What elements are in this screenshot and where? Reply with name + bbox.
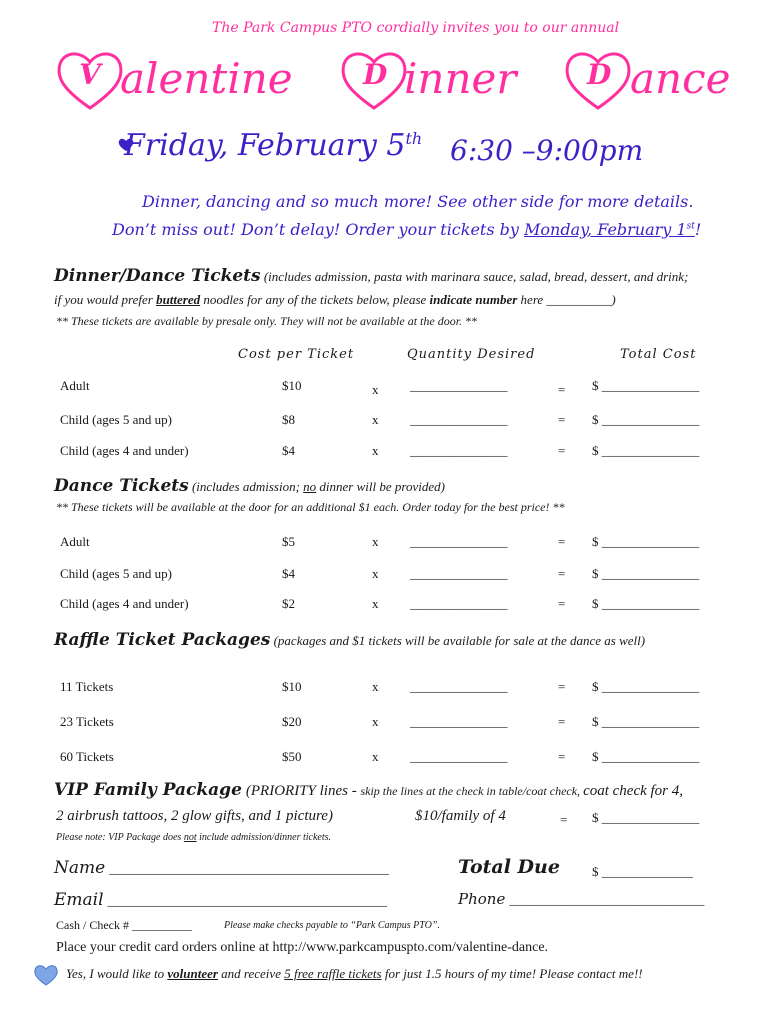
total-field[interactable]: $ _______________ [592, 714, 700, 729]
total-field[interactable]: $ _______________ [592, 749, 700, 764]
row-eq: = [558, 679, 566, 694]
event-title [40, 42, 760, 122]
row-cost: $2 [282, 596, 295, 611]
dinner-desc2-a: if you would prefer [54, 292, 157, 307]
row-label: Child (ages 4 and under) [60, 596, 189, 611]
name-label: Name [54, 858, 106, 878]
vol-raffle: 5 free raffle tickets [284, 966, 382, 981]
total-field[interactable]: $ _______________ [592, 412, 700, 427]
row-eq: = [558, 714, 566, 729]
row-label: Adult [60, 534, 90, 549]
qty-field[interactable]: _______________ [410, 378, 508, 393]
dance-desc [192, 479, 445, 494]
table-row [0, 534, 770, 552]
qty-field[interactable]: _______________ [410, 412, 508, 427]
invite-line: The Park Campus PTO cordially invites you to our annual [212, 20, 620, 36]
vip-price: $10/family of 4 [415, 808, 506, 824]
row-eq: = [558, 412, 566, 427]
total-field[interactable]: $ _______________ [592, 566, 700, 581]
row-x: x [372, 566, 379, 581]
total-field[interactable]: $ _______________ [592, 679, 700, 694]
deadline-date-text: Monday, February 1 [524, 220, 687, 239]
dance-desc-no: no [303, 479, 317, 494]
vol-volunteer: volunteer [167, 966, 218, 981]
vip-note [56, 832, 331, 843]
row-label: Adult [60, 378, 90, 393]
table-row [0, 679, 770, 697]
dinner-note: ** These tickets are available by presale only. They will not be available at the door. ** [56, 314, 478, 328]
row-x: x [372, 596, 379, 611]
buttered-word: buttered [156, 292, 201, 307]
qty-field[interactable]: _______________ [410, 714, 508, 729]
vip-desc-b: skip the lines at the check in table/coat check, [360, 784, 584, 798]
dinner-desc2-c: noodles for any of the tickets below, please [200, 292, 430, 307]
total-field[interactable]: $ _______________ [592, 596, 700, 611]
raffle-heading-line [54, 630, 645, 650]
col-total-header: Total Cost [620, 347, 697, 362]
total-due-field[interactable]: $ ______________ [592, 864, 693, 879]
deadline-date-sup: st [686, 221, 695, 232]
row-eq: = [558, 596, 566, 611]
dance-heading-line [54, 476, 445, 496]
vol-a: Yes, I would like to [66, 966, 168, 981]
deadline-text: Don’t miss out! Don’t delay! Order your tickets by [112, 220, 525, 239]
row-x: x [372, 714, 379, 729]
table-row [0, 566, 770, 584]
vip-desc-c: coat check for 4, [583, 783, 684, 799]
col-cost-header: Cost per Ticket [238, 347, 355, 362]
indicate-number: indicate number [429, 292, 518, 307]
phone-field[interactable]: ______________________________ [509, 892, 705, 907]
row-cost: $50 [282, 749, 302, 764]
payable-note: Please make checks payable to “Park Campus PTO”. [224, 920, 440, 931]
row-x: x [372, 412, 379, 427]
buttered-blank[interactable]: here __________) [517, 292, 616, 307]
dance-note: ** These tickets will be available at the door for an additional $1 each. Order today for the best price! ** [56, 500, 565, 514]
qty-field[interactable]: _______________ [410, 749, 508, 764]
row-x: x [372, 534, 379, 549]
row-cost: $4 [282, 443, 295, 458]
table-row [0, 596, 770, 614]
event-time: 6:30 –9:00pm [450, 134, 644, 167]
row-cost: $4 [282, 566, 295, 581]
raffle-heading: Raffle Ticket Packages [54, 630, 271, 650]
title-letter-d1: D [363, 58, 388, 91]
row-eq: = [558, 749, 566, 764]
row-cost: $20 [282, 714, 302, 729]
row-label: 11 Tickets [60, 679, 114, 694]
event-date-sup: th [405, 129, 423, 148]
title-letter-v: V [79, 58, 101, 91]
qty-field[interactable]: _______________ [410, 596, 508, 611]
row-label: 23 Tickets [60, 714, 114, 729]
email-field[interactable]: ___________________________________________ [107, 893, 388, 908]
row-label: Child (ages 5 and up) [60, 412, 172, 427]
dinner-heading: Dinner/Dance Tickets [54, 266, 261, 286]
row-x: x [372, 749, 379, 764]
heart-checkbox-icon[interactable] [34, 964, 58, 986]
row-cost: $5 [282, 534, 295, 549]
vip-heading: VIP Family Package [54, 780, 242, 800]
row-cost: $10 [282, 679, 302, 694]
title-word-inner: inner [404, 54, 517, 103]
table-row [0, 412, 770, 430]
vol-e: for just 1.5 hours of my time! Please contact me!! [381, 966, 643, 981]
email-label: Email [54, 890, 104, 910]
qty-field[interactable]: _______________ [410, 679, 508, 694]
table-row [0, 443, 770, 461]
dance-desc-a: (includes admission; [191, 479, 304, 494]
deadline-end: ! [694, 220, 702, 239]
row-label: 60 Tickets [60, 749, 114, 764]
event-date [124, 128, 422, 163]
row-eq: = [558, 566, 566, 581]
row-cost: $10 [282, 378, 302, 393]
dinner-heading-line [54, 266, 688, 286]
dinner-desc-line2 [54, 292, 616, 308]
dance-heading: Dance Tickets [54, 476, 189, 496]
row-eq: = [558, 443, 566, 458]
deadline-date [524, 220, 695, 239]
row-cost: $8 [282, 412, 295, 427]
col-qty-header: Quantity Desired [407, 347, 536, 362]
row-eq: = [558, 534, 566, 549]
vip-note-b: not [183, 832, 197, 843]
online-orders: Place your credit card orders online at http://www.parkcampuspto.com/valentine-dance. [56, 940, 549, 955]
row-eq: = [558, 382, 566, 397]
row-x: x [372, 679, 379, 694]
volunteer-line [66, 966, 643, 982]
total-field[interactable]: $ _______________ [592, 443, 700, 458]
row-x: x [372, 443, 379, 458]
vip-desc-a: (PRIORITY lines - [245, 783, 361, 799]
row-label: Child (ages 5 and up) [60, 566, 172, 581]
phone-row [458, 890, 704, 909]
details-line: Dinner, dancing and so much more! See other side for more details. [142, 192, 694, 211]
vip-total-field[interactable]: $ _______________ [592, 810, 700, 825]
vip-desc-line2: 2 airbrush tattoos, 2 glow gifts, and 1 picture) [56, 808, 333, 824]
name-field[interactable]: ___________________________________________ [109, 861, 389, 876]
title-word-ance: ance [630, 54, 731, 103]
cash-check-field[interactable]: Cash / Check # __________ [56, 918, 192, 932]
vip-note-a: Please note: VIP Package does [56, 832, 184, 843]
vip-note-c: include admission/dinner tickets. [196, 832, 332, 843]
dance-desc-c: dinner will be provided) [316, 479, 445, 494]
qty-field[interactable]: _______________ [410, 566, 508, 581]
title-letter-d2: D [587, 58, 612, 91]
qty-field[interactable]: _______________ [410, 534, 508, 549]
total-field[interactable]: $ _______________ [592, 534, 700, 549]
total-due-label: Total Due [458, 856, 560, 878]
row-label: Child (ages 4 and under) [60, 443, 189, 458]
vip-eq: = [560, 812, 568, 827]
event-date-text: Friday, February 5 [124, 128, 406, 163]
row-x: x [372, 382, 379, 397]
deadline-line [112, 220, 701, 239]
raffle-desc: (packages and $1 tickets will be available for sale at the dance as well) [273, 633, 646, 648]
table-row [0, 378, 770, 396]
phone-label: Phone [458, 890, 506, 908]
dinner-desc: (includes admission, pasta with marinara sauce, salad, bread, dessert, and drink; [263, 269, 689, 284]
vol-c: and receive [217, 966, 285, 981]
email-row [54, 890, 387, 910]
title-word-alentine: alentine [120, 54, 293, 103]
table-row [0, 714, 770, 732]
qty-field[interactable]: _______________ [410, 443, 508, 458]
table-row [0, 749, 770, 767]
vip-heading-line [54, 780, 683, 800]
total-field[interactable]: $ _______________ [592, 378, 700, 393]
name-row [54, 858, 389, 878]
